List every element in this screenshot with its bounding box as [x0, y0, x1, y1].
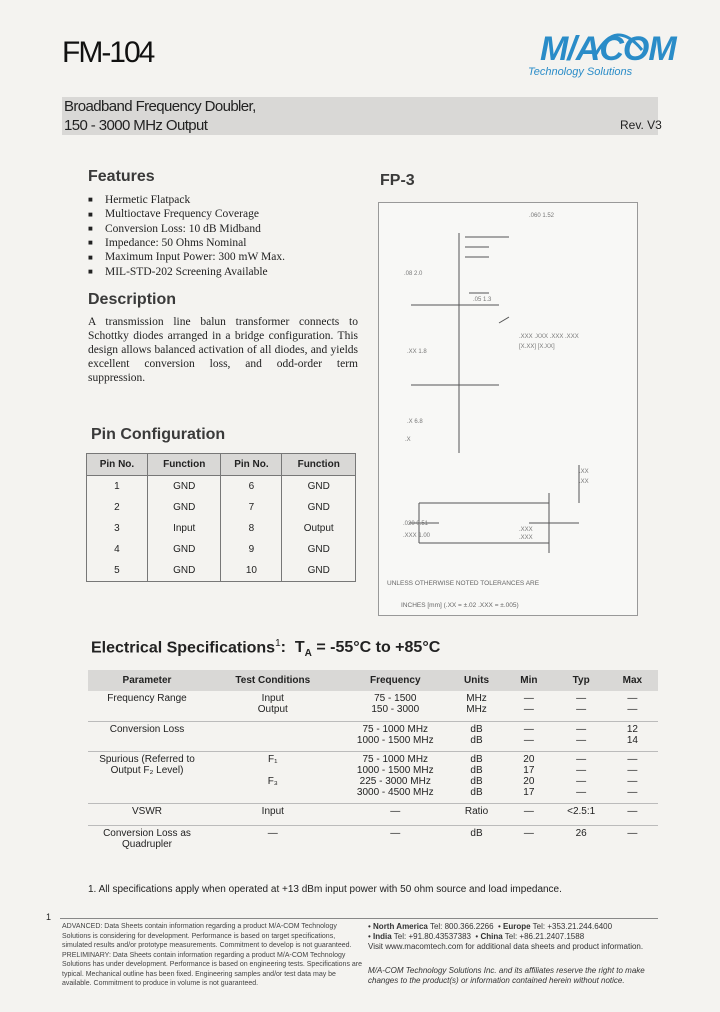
pin-config-heading: Pin Configuration	[91, 426, 226, 443]
bullet-icon: ■	[88, 224, 93, 234]
svg-text:.XXX: .XXX	[519, 527, 533, 533]
features-heading: Features	[88, 168, 155, 185]
table-row: 1 GND 6 GND	[87, 476, 356, 498]
feature-item: ■ Impedance: 50 Ohms Nominal	[88, 237, 247, 250]
logo-tagline: Technology Solutions	[528, 66, 633, 78]
drawing-note-2: INCHES [mm] (.XX = ±.02 .XXX = ±.005)	[401, 602, 519, 609]
macom-logo	[526, 30, 676, 82]
pin-config-table	[86, 453, 356, 582]
electrical-specs-table	[88, 670, 658, 855]
table-row: Spurious (Referred to Output F₂ Level) F₁ F₃ 75 - 1000 MHz 1000 - 1500 MHz 225 - 3000 MHz 3000 - 4500 MHz dB dB dB dB 20 17 20 17 — — — — — — — —	[88, 751, 658, 803]
footer-disclaimer	[62, 922, 362, 989]
svg-text:.XXX .XXX .XXX .XXX: .XXX .XXX .XXX .XXX	[519, 334, 579, 340]
package-outline-drawing	[378, 202, 638, 616]
website-link[interactable]: Visit www.macomtech.com for additional data sheets and product information.	[368, 942, 644, 951]
svg-text:[X.XX] [X.XX]: [X.XX] [X.XX]	[519, 344, 555, 350]
table-row: 2 GND 7 GND	[87, 497, 356, 518]
features-list	[88, 193, 285, 279]
preliminary-note: PRELIMINARY: Data Sheets contain information regarding a product M/A-COM Technology Solutions has under development. Performance is based on engineering tests. Specifications are typical. Mechanical outline has been fixed. Engineering samples and/or test data may be available. Commitment to produce in volume is not guaranteed.	[62, 951, 363, 987]
table-row: 4 GND 9 GND	[87, 539, 356, 560]
page-number: 1	[46, 912, 52, 922]
table-row: 5 GND 10 GND	[87, 560, 356, 582]
package-heading: FP-3	[380, 172, 415, 189]
svg-text:.X: .X	[405, 437, 411, 443]
bullet-icon: ■	[88, 238, 93, 248]
revision-label: Rev. V3	[620, 118, 662, 132]
feature-item: ■ Hermetic Flatpack	[88, 194, 191, 206]
product-title-line2: 150 - 3000 MHz Output	[64, 117, 208, 134]
svg-text:.05 1.3: .05 1.3	[473, 297, 492, 303]
svg-text:.XXX 1.00: .XXX 1.00	[403, 533, 431, 539]
description-heading: Description	[88, 291, 177, 308]
product-title-line1: Broadband Frequency Doubler,	[64, 98, 256, 115]
table-row: Frequency Range Input Output 75 - 1500 150 - 3000 MHz MHz — — — — — —	[107, 693, 638, 715]
table-row: Conversion Loss as Quadrupler — — dB — 26 —	[88, 825, 658, 855]
specs-footnote: 1. All specifications apply when operated at +13 dBm input power with 50 ohm source and load impedance.	[88, 884, 562, 895]
advanced-note: ADVANCED: Data Sheets contain information regarding a product M/A-COM Technology Solutions is considering for development. Performance is based on target specifications, simulated results and/or prototype measurements. Commitment to develop is not guaranteed.	[62, 923, 352, 949]
description-text: A transmission line balun transformer connects to Schottky diodes arranged in a bridge configuration. This design allows balanced activation of all diodes, and yields excellent conversion loss, and odd-order term suppression.	[88, 316, 358, 384]
table-header-row: Pin No. Function Pin No. Function	[87, 454, 356, 476]
footer-contacts: • North America Tel: 800.366.2266 • Europe Tel: +353.21.244.6400 • India Tel: +91.80.43537383 • China Tel: +86.21.2407.1588 Visit www.macomtech.com for additional data sheets and product information.	[368, 922, 658, 952]
table-row: 3 Input 8 Output	[87, 518, 356, 539]
footer-rights: M/A-COM Technology Solutions Inc. and its affiliates reserve the right to make changes to the product(s) or information contained herein without notice.	[368, 966, 645, 985]
table-row: VSWR Input — Ratio — <2.5:1 —	[88, 803, 658, 825]
feature-item: ■ Maximum Input Power: 300 mW Max.	[88, 251, 285, 264]
package-drawing-svg	[379, 203, 637, 615]
svg-text:.08 2.0: .08 2.0	[404, 271, 423, 277]
svg-text:.XXX: .XXX	[519, 535, 533, 541]
svg-text:.XX: .XX	[579, 469, 589, 475]
drawing-note-1: UNLESS OTHERWISE NOTED TOLERANCES ARE	[387, 580, 540, 587]
feature-item: ■ MIL-STD-202 Screening Available	[88, 265, 268, 278]
part-number: FM-104	[62, 36, 154, 69]
specs-heading: Electrical Specifications$^1$: $T_A = -55^\circ C$ to +85°C	[91, 638, 441, 660]
bullet-icon: ■	[88, 209, 93, 219]
bullet-icon: ■	[88, 195, 93, 205]
bullet-icon: ■	[88, 252, 93, 262]
svg-text:.020 0.51: .020 0.51	[403, 521, 429, 527]
bullet-icon: ■	[88, 267, 93, 277]
svg-text:.XX: .XX	[579, 479, 589, 485]
table-header-row: Parameter Test Conditions Frequency Units Min Typ Max	[88, 670, 658, 691]
footer-divider	[60, 918, 658, 919]
logo-wordmark: M/ACOM	[540, 30, 676, 68]
svg-text:.X 6.8: .X 6.8	[407, 419, 423, 425]
feature-item: ■ Conversion Loss: 10 dB Midband	[88, 222, 261, 235]
table-row: Conversion Loss 75 - 1000 MHz 1000 - 1500 MHz dB dB — — — — 12 14	[88, 721, 658, 751]
feature-item: ■ Multioctave Frequency Coverage	[88, 208, 259, 221]
svg-text:.060 1.52: .060 1.52	[529, 213, 555, 219]
svg-text:.XX 1.8: .XX 1.8	[407, 349, 427, 355]
